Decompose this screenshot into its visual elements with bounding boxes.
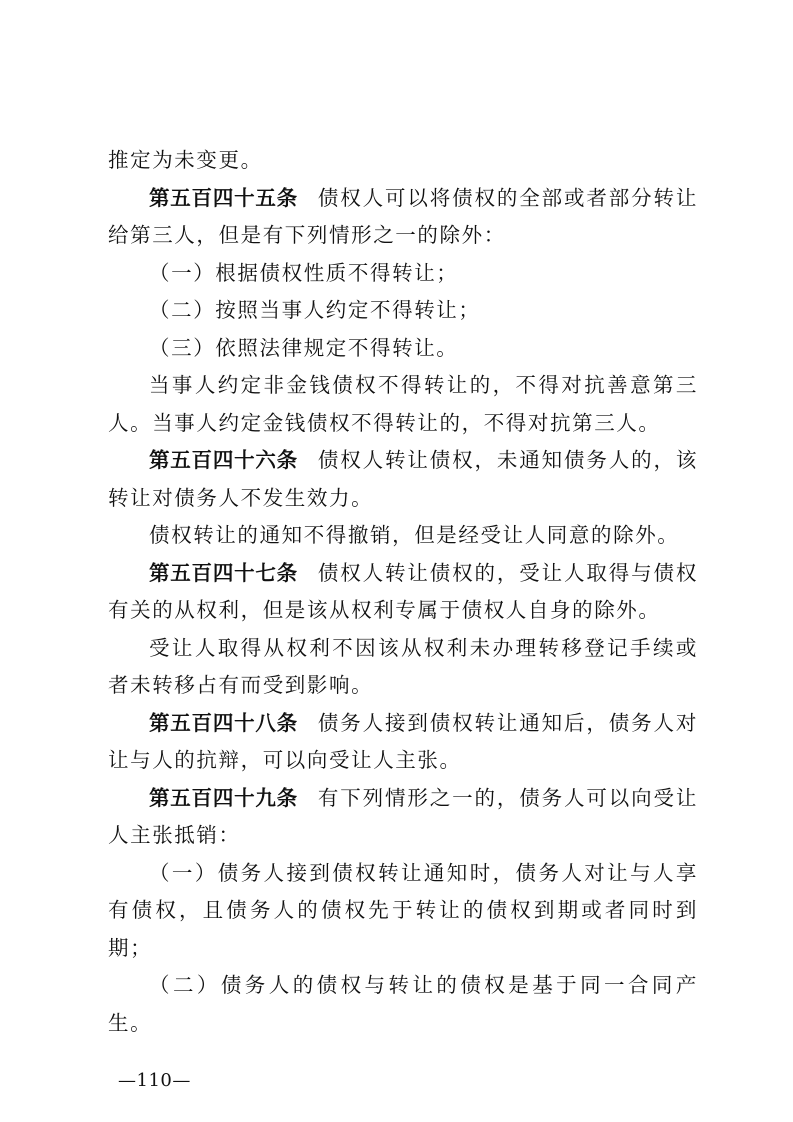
article-text: 债权人可以将债权的全部或者部分转让给第三人，但是有下列情形之一的除外：	[108, 185, 699, 247]
list-item	[108, 292, 698, 330]
paragraph-text: 债权转让的通知不得撤销，但是经受让人同意的除外。	[149, 523, 680, 547]
paragraph-text: （一）债务人接到债权转让通知时，债务人对让与人享有债权，且债务人的债权先于转让的债权到期或者同时到期；	[108, 860, 698, 960]
article-text: 有下列情形之一的，债务人可以向受让人主张抵销：	[108, 785, 699, 847]
paragraph	[108, 367, 698, 442]
paragraph-text: （二）债务人的债权与转让的债权是基于同一合同产生。	[108, 973, 698, 1035]
article-text: 债权人转让债权，未通知债务人的，该转让对债务人不发生效力。	[108, 448, 699, 510]
paragraph-continuation	[108, 142, 698, 180]
list-item	[108, 255, 698, 293]
article-number: 第五百四十九条	[149, 785, 298, 810]
article-548	[108, 705, 698, 780]
paragraph-text: （一）根据债权性质不得转让；	[149, 260, 459, 285]
article-number: 第五百四十八条	[149, 710, 298, 735]
list-item	[108, 330, 698, 368]
paragraph-text: （二）按照当事人约定不得转让；	[149, 298, 481, 322]
paragraph-text: 当事人约定非金钱债权不得转让的，不得对抗善意第三人。当事人约定金钱债权不得转让的，不得对抗第三人。	[108, 373, 698, 435]
paragraph-text: 受让人取得从权利不因该从权利未办理转移登记手续或者未转移占有而受到影响。	[108, 635, 698, 697]
article-number: 第五百四十七条	[149, 560, 298, 585]
article-549	[108, 780, 698, 855]
article-text: 债权人转让债权的，受让人取得与债权有关的从权利，但是该从权利专属于债权人自身的除外。	[108, 560, 699, 622]
body-text	[108, 142, 698, 1042]
paragraph-text: 推定为未变更。	[108, 148, 263, 172]
article-number: 第五百四十五条	[149, 185, 298, 210]
paragraph	[108, 517, 698, 555]
list-item	[108, 967, 698, 1042]
article-546	[108, 442, 698, 517]
article-number: 第五百四十六条	[149, 448, 298, 472]
article-547	[108, 555, 698, 630]
article-545	[108, 180, 698, 255]
paragraph-text: （三）依照法律规定不得转让。	[149, 335, 459, 360]
paragraph	[108, 630, 698, 705]
page-number: —110—	[118, 1070, 191, 1091]
article-text: 债务人接到债权转让通知后，债务人对让与人的抗辩，可以向受让人主张。	[108, 710, 699, 772]
list-item	[108, 855, 698, 968]
